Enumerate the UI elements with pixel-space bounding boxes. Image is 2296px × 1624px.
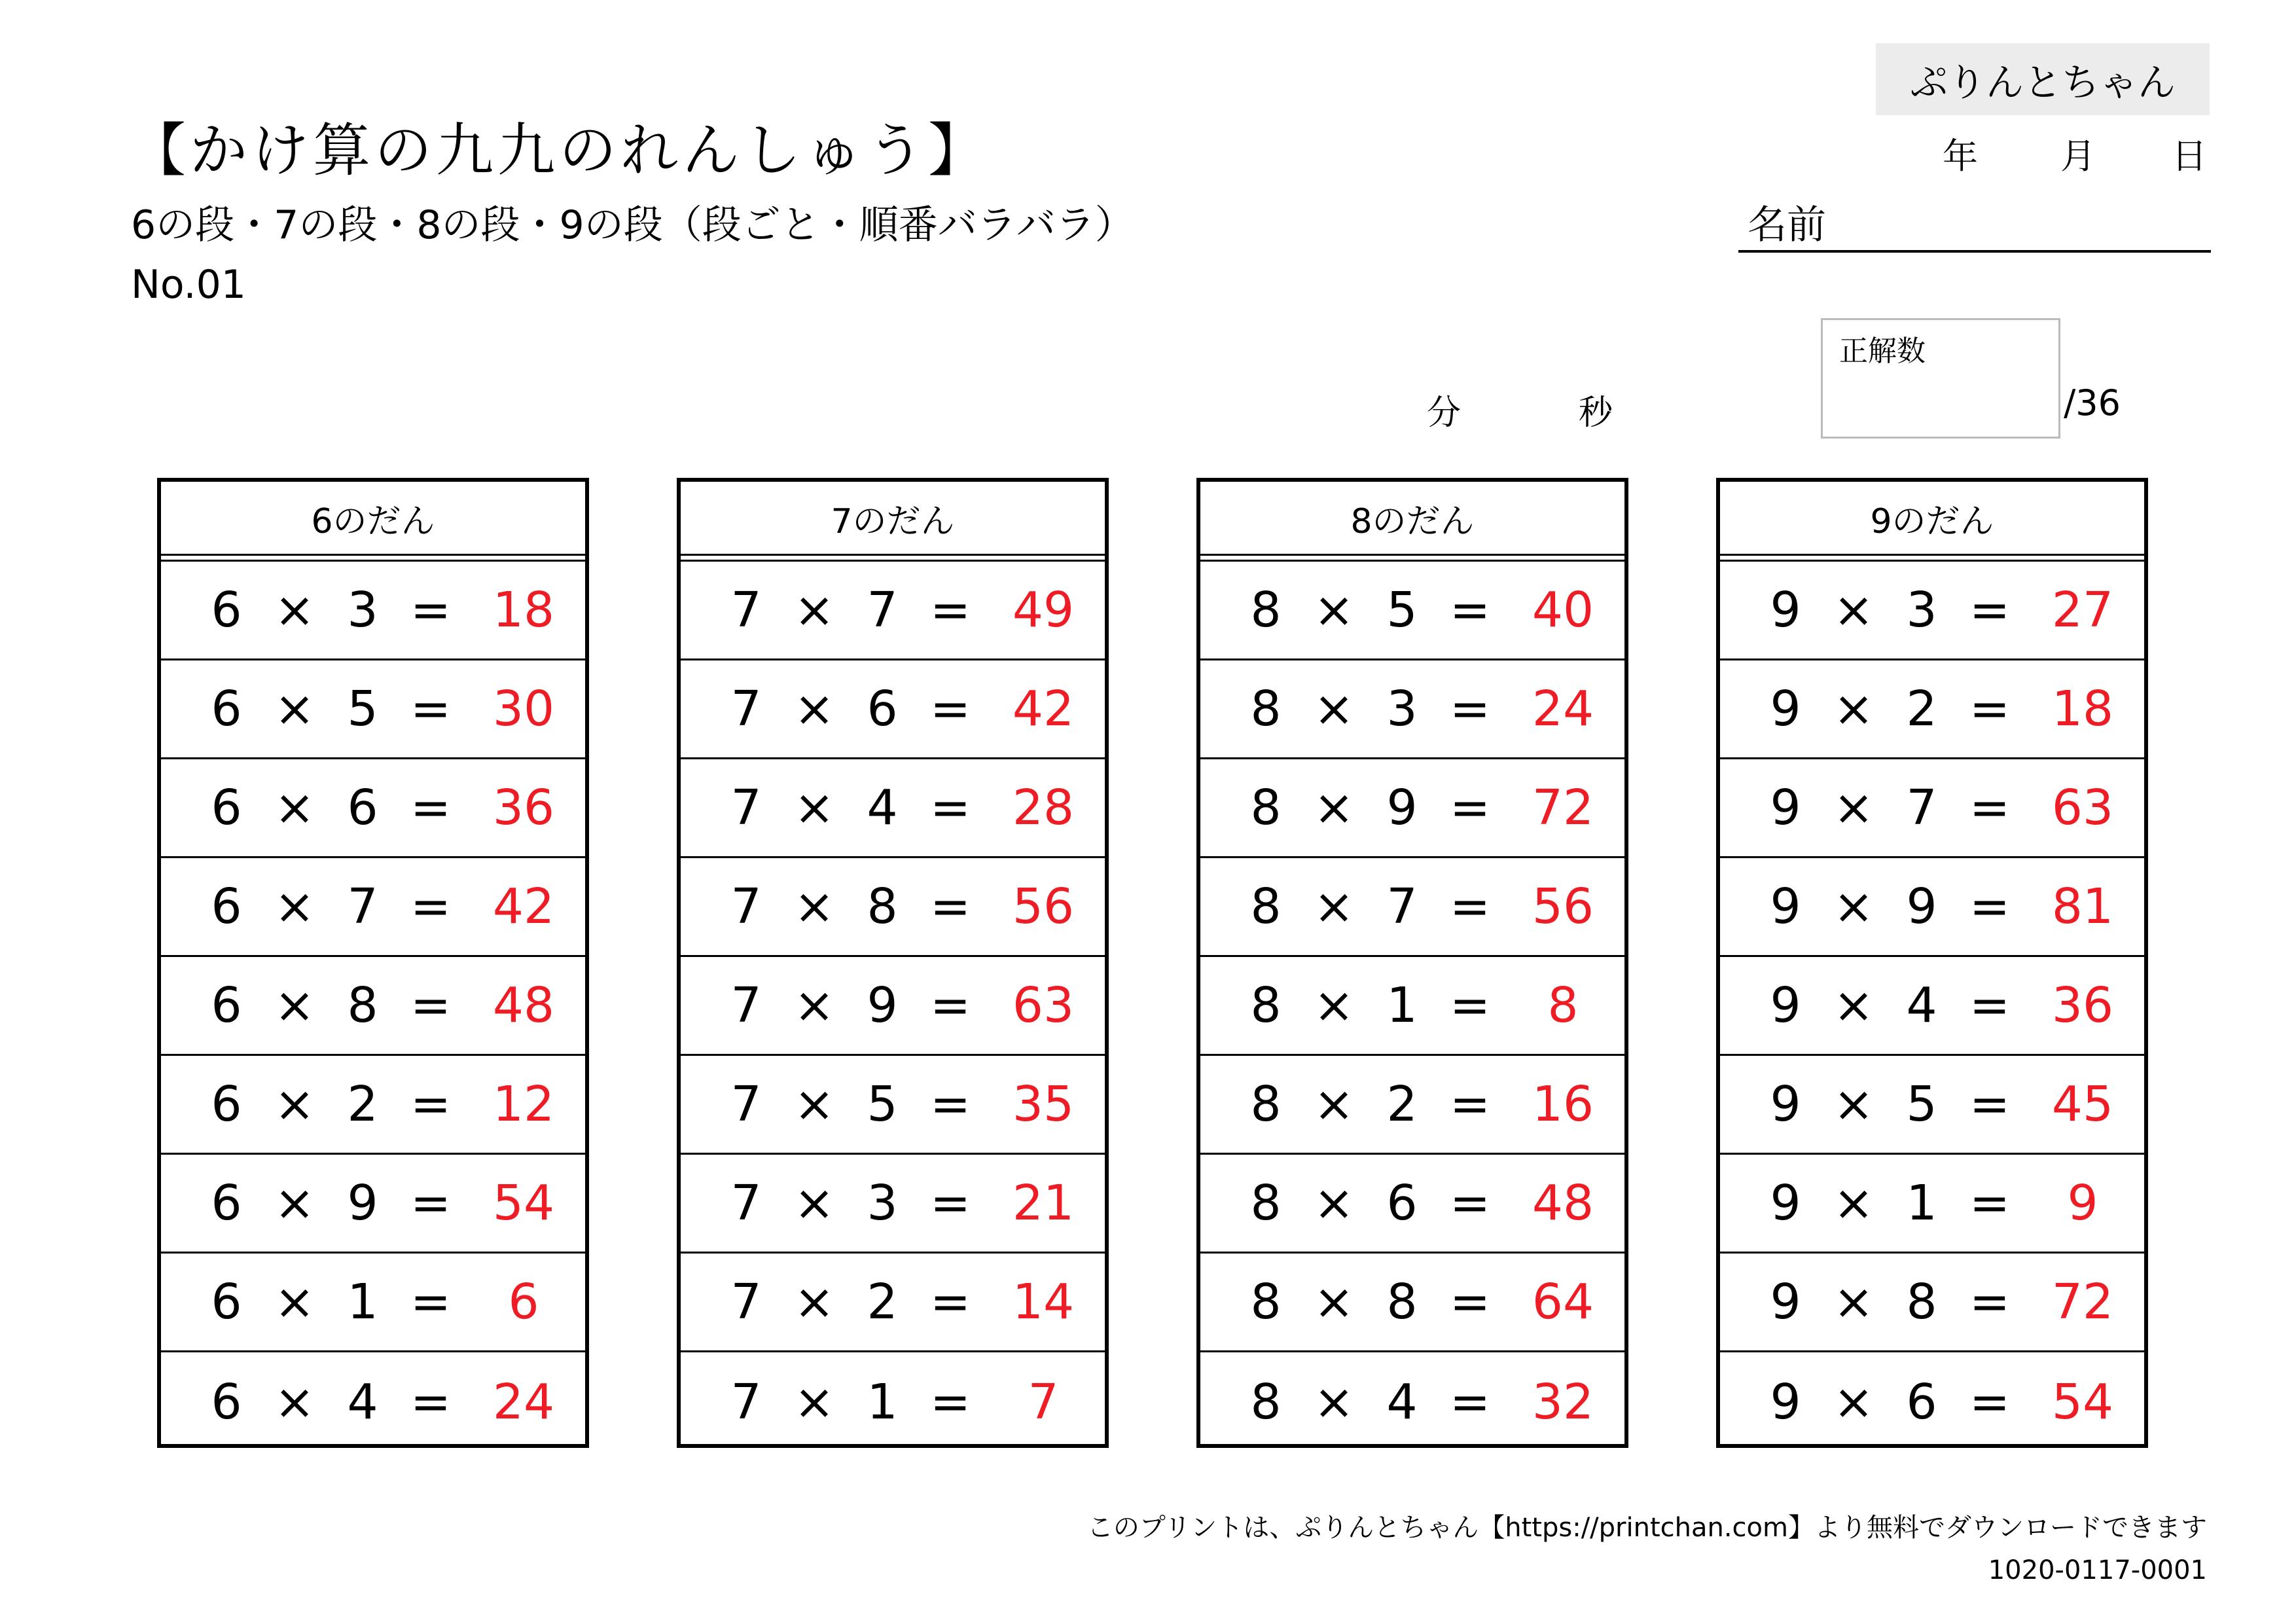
multiplicand: 6 [211, 1274, 242, 1330]
multiplicand: 6 [211, 1076, 242, 1132]
equals-sign: = [929, 681, 971, 737]
times-sign: × [1833, 1076, 1874, 1132]
table-row [1720, 759, 2144, 858]
answer: 49 [1012, 582, 1075, 638]
multiplicand: 6 [211, 878, 242, 935]
answer: 42 [1012, 681, 1075, 737]
multiplier: 3 [1906, 582, 1937, 638]
answer: 14 [1012, 1274, 1075, 1330]
times-sign: × [1833, 582, 1874, 638]
table-heading: 9のだん [1720, 482, 2144, 556]
multiplicand: 8 [1250, 681, 1282, 737]
multiplicand: 9 [1770, 1175, 1801, 1231]
table-row [161, 759, 585, 858]
equals-sign: = [929, 1274, 971, 1330]
answer: 30 [492, 681, 555, 737]
multiplicand: 9 [1770, 878, 1801, 935]
multiplier: 9 [1386, 780, 1418, 836]
table-row [681, 957, 1105, 1056]
table-row [1720, 660, 2144, 759]
multiplier: 3 [1386, 681, 1418, 737]
table-row [681, 1352, 1105, 1451]
brand-label: ぷりんとちゃん [1876, 43, 2210, 115]
times-sign: × [274, 780, 315, 836]
multiplier: 2 [347, 1076, 378, 1132]
table-divider [1720, 556, 2144, 562]
equals-sign: = [1449, 977, 1491, 1034]
multiplier: 8 [347, 977, 378, 1034]
answer: 72 [1532, 780, 1594, 836]
table-row [1200, 660, 1624, 759]
multiplicand: 9 [1770, 1076, 1801, 1132]
answer: 64 [1532, 1274, 1594, 1330]
equals-sign: = [410, 1373, 452, 1430]
multiplier: 5 [867, 1076, 898, 1132]
times-sign: × [1833, 681, 1874, 737]
answer: 48 [492, 977, 555, 1034]
times-sign: × [793, 1274, 835, 1330]
multiplier: 4 [867, 780, 898, 836]
table-row [1720, 1056, 2144, 1155]
multiplier: 7 [1906, 780, 1937, 836]
times-sign: × [274, 1175, 315, 1231]
table-heading: 8のだん [1200, 482, 1624, 556]
equals-sign: = [1969, 582, 2011, 638]
multiplier: 6 [1906, 1373, 1937, 1430]
multiplicand: 9 [1770, 582, 1801, 638]
equals-sign: = [1449, 1373, 1491, 1430]
times-table [1716, 478, 2148, 1448]
table-row [161, 1155, 585, 1254]
answer: 40 [1532, 582, 1594, 638]
answer: 56 [1532, 878, 1594, 935]
equals-sign: = [410, 681, 452, 737]
score-value: /36 [2064, 382, 2121, 424]
answer: 6 [508, 1274, 539, 1330]
times-sign: × [274, 681, 315, 737]
answer: 28 [1012, 780, 1075, 836]
times-table [157, 478, 589, 1448]
times-sign: × [1833, 878, 1874, 935]
multiplier: 4 [1386, 1373, 1418, 1430]
name-line [1738, 250, 2211, 253]
multiplier: 1 [347, 1274, 378, 1330]
multiplicand: 7 [730, 780, 762, 836]
equals-sign: = [929, 878, 971, 935]
table-row [1200, 1056, 1624, 1155]
answer: 54 [2051, 1373, 2114, 1430]
table-row [681, 1155, 1105, 1254]
table-row [1200, 759, 1624, 858]
answer: 48 [1532, 1175, 1594, 1231]
equals-sign: = [1449, 582, 1491, 638]
table-row [161, 562, 585, 660]
document-code: 1020-0117-0001 [1988, 1555, 2207, 1585]
multiplicand: 8 [1250, 1175, 1282, 1231]
multiplier: 7 [1386, 878, 1418, 935]
answer: 36 [2051, 977, 2114, 1034]
multiplicand: 8 [1250, 977, 1282, 1034]
multiplicand: 9 [1770, 1373, 1801, 1430]
multiplier: 5 [347, 681, 378, 737]
multiplicand: 8 [1250, 1076, 1282, 1132]
table-row [681, 660, 1105, 759]
answer: 63 [1012, 977, 1075, 1034]
equals-sign: = [929, 1076, 971, 1132]
table-row [1200, 562, 1624, 660]
times-sign: × [793, 1373, 835, 1430]
table-row [1720, 562, 2144, 660]
answer: 27 [2051, 582, 2114, 638]
times-sign: × [1833, 1373, 1874, 1430]
multiplier: 2 [1906, 681, 1937, 737]
table-row [161, 957, 585, 1056]
table-row [161, 858, 585, 957]
answer: 56 [1012, 878, 1075, 935]
timer-minutes-label: 分 [1427, 393, 1462, 433]
table-row [1200, 957, 1624, 1056]
table-row [1200, 1254, 1624, 1352]
table-row [1200, 1352, 1624, 1451]
multiplicand: 7 [730, 582, 762, 638]
multiplicand: 9 [1770, 1274, 1801, 1330]
times-sign: × [1313, 780, 1355, 836]
table-row [1720, 1352, 2144, 1451]
answer: 81 [2051, 878, 2114, 935]
times-sign: × [1313, 1076, 1355, 1132]
answer: 42 [492, 878, 555, 935]
times-sign: × [793, 977, 835, 1034]
times-sign: × [1313, 1373, 1355, 1430]
table-row [1720, 1155, 2144, 1254]
times-sign: × [1833, 1175, 1874, 1231]
equals-sign: = [929, 780, 971, 836]
equals-sign: = [410, 977, 452, 1034]
multiplier: 5 [1906, 1076, 1937, 1132]
answer: 54 [492, 1175, 555, 1231]
table-row [161, 660, 585, 759]
worksheet-title: 【かけ算の九九のれんしゅう】 [128, 117, 990, 184]
table-row [681, 759, 1105, 858]
answer: 63 [2051, 780, 2114, 836]
multiplicand: 7 [730, 1274, 762, 1330]
answer: 18 [492, 582, 555, 638]
times-sign: × [1313, 1175, 1355, 1231]
table-row [1200, 858, 1624, 957]
multiplicand: 8 [1250, 780, 1282, 836]
equals-sign: = [410, 780, 452, 836]
times-sign: × [793, 681, 835, 737]
answer: 12 [492, 1076, 555, 1132]
multiplicand: 9 [1770, 977, 1801, 1034]
multiplicand: 8 [1250, 878, 1282, 935]
equals-sign: = [1969, 977, 2011, 1034]
date-month-label: 月 [2060, 135, 2096, 177]
times-sign: × [274, 878, 315, 935]
multiplier: 8 [1906, 1274, 1937, 1330]
table-row [1720, 858, 2144, 957]
equals-sign: = [1449, 1274, 1491, 1330]
table-row [1720, 1254, 2144, 1352]
table-row [161, 1254, 585, 1352]
answer: 24 [492, 1373, 555, 1430]
multiplier: 2 [1386, 1076, 1418, 1132]
equals-sign: = [1449, 878, 1491, 935]
footer-note: このプリントは、ぷりんとちゃん【https://printchan.com】より無料でダウンロードできます [1086, 1513, 2207, 1543]
times-table [677, 478, 1109, 1448]
answer: 18 [2051, 681, 2114, 737]
times-sign: × [274, 1076, 315, 1132]
equals-sign: = [1969, 681, 2011, 737]
multiplier: 7 [347, 878, 378, 935]
equals-sign: = [1969, 878, 2011, 935]
multiplier: 8 [1386, 1274, 1418, 1330]
equals-sign: = [410, 582, 452, 638]
table-divider [681, 556, 1105, 562]
table-divider [1200, 556, 1624, 562]
equals-sign: = [929, 1175, 971, 1231]
equals-sign: = [410, 1076, 452, 1132]
table-divider [161, 556, 585, 562]
multiplier: 9 [347, 1175, 378, 1231]
multiplicand: 7 [730, 977, 762, 1034]
multiplicand: 6 [211, 1175, 242, 1231]
answer: 24 [1532, 681, 1594, 737]
multiplicand: 8 [1250, 1373, 1282, 1430]
times-sign: × [274, 977, 315, 1034]
multiplicand: 8 [1250, 582, 1282, 638]
multiplier: 2 [867, 1274, 898, 1330]
times-sign: × [274, 1373, 315, 1430]
multiplicand: 7 [730, 1373, 762, 1430]
name-label: 名前 [1748, 202, 1826, 248]
answer: 72 [2051, 1274, 2114, 1330]
multiplicand: 9 [1770, 681, 1801, 737]
table-row [681, 1254, 1105, 1352]
times-sign: × [793, 1175, 835, 1231]
equals-sign: = [929, 977, 971, 1034]
multiplicand: 7 [730, 878, 762, 935]
answer: 36 [492, 780, 555, 836]
multiplicand: 6 [211, 780, 242, 836]
times-sign: × [1313, 977, 1355, 1034]
answer: 21 [1012, 1175, 1075, 1231]
multiplier: 1 [867, 1373, 898, 1430]
times-sign: × [793, 1076, 835, 1132]
times-sign: × [1833, 977, 1874, 1034]
worksheet-subtitle: 6の段・7の段・8の段・9の段（段ごと・順番バラバラ） [131, 202, 1134, 248]
answer: 35 [1012, 1076, 1075, 1132]
times-sign: × [1313, 681, 1355, 737]
multiplicand: 8 [1250, 1274, 1282, 1330]
multiplicand: 6 [211, 582, 242, 638]
equals-sign: = [1449, 1076, 1491, 1132]
score-label: 正解数 [1839, 334, 1926, 368]
times-sign: × [1313, 878, 1355, 935]
table-row [1720, 957, 2144, 1056]
multiplicand: 6 [211, 1373, 242, 1430]
equals-sign: = [1449, 1175, 1491, 1231]
multiplicand: 6 [211, 977, 242, 1034]
multiplicand: 7 [730, 681, 762, 737]
multiplicand: 9 [1770, 780, 1801, 836]
date-year-label: 年 [1943, 135, 1978, 177]
table-row [1200, 1155, 1624, 1254]
times-sign: × [793, 780, 835, 836]
table-row [681, 562, 1105, 660]
equals-sign: = [1969, 1274, 2011, 1330]
date-day-label: 日 [2172, 135, 2207, 177]
table-row [161, 1056, 585, 1155]
multiplicand: 7 [730, 1076, 762, 1132]
multiplier: 1 [1386, 977, 1418, 1034]
multiplicand: 6 [211, 681, 242, 737]
multiplier: 5 [1386, 582, 1418, 638]
answer: 45 [2051, 1076, 2114, 1132]
timer-seconds-label: 秒 [1579, 393, 1613, 433]
equals-sign: = [410, 1274, 452, 1330]
worksheet-number: No.01 [131, 262, 246, 308]
multiplier: 4 [1906, 977, 1937, 1034]
multiplier: 1 [1906, 1175, 1937, 1231]
times-sign: × [793, 582, 835, 638]
multiplier: 3 [347, 582, 378, 638]
times-sign: × [274, 1274, 315, 1330]
equals-sign: = [1969, 780, 2011, 836]
answer: 16 [1532, 1076, 1594, 1132]
multiplier: 6 [1386, 1175, 1418, 1231]
equals-sign: = [410, 1175, 452, 1231]
multiplier: 9 [867, 977, 898, 1034]
table-row [161, 1352, 585, 1451]
answer: 9 [2067, 1175, 2098, 1231]
multiplier: 3 [867, 1175, 898, 1231]
equals-sign: = [1969, 1373, 2011, 1430]
equals-sign: = [1449, 681, 1491, 737]
equals-sign: = [1969, 1076, 2011, 1132]
multiplier: 6 [867, 681, 898, 737]
answer: 32 [1532, 1373, 1594, 1430]
times-sign: × [1313, 582, 1355, 638]
times-table [1196, 478, 1628, 1448]
table-heading: 6のだん [161, 482, 585, 556]
equals-sign: = [410, 878, 452, 935]
table-row [681, 1056, 1105, 1155]
multiplicand: 7 [730, 1175, 762, 1231]
answer: 8 [1547, 977, 1579, 1034]
table-heading: 7のだん [681, 482, 1105, 556]
table-row [681, 858, 1105, 957]
equals-sign: = [1969, 1175, 2011, 1231]
answer: 7 [1028, 1373, 1059, 1430]
equals-sign: = [929, 1373, 971, 1430]
multiplier: 6 [347, 780, 378, 836]
multiplier: 8 [867, 878, 898, 935]
times-sign: × [1833, 780, 1874, 836]
multiplier: 7 [867, 582, 898, 638]
times-sign: × [274, 582, 315, 638]
equals-sign: = [1449, 780, 1491, 836]
times-sign: × [793, 878, 835, 935]
times-sign: × [1313, 1274, 1355, 1330]
equals-sign: = [929, 582, 971, 638]
times-sign: × [1833, 1274, 1874, 1330]
multiplier: 4 [347, 1373, 378, 1430]
multiplier: 9 [1906, 878, 1937, 935]
